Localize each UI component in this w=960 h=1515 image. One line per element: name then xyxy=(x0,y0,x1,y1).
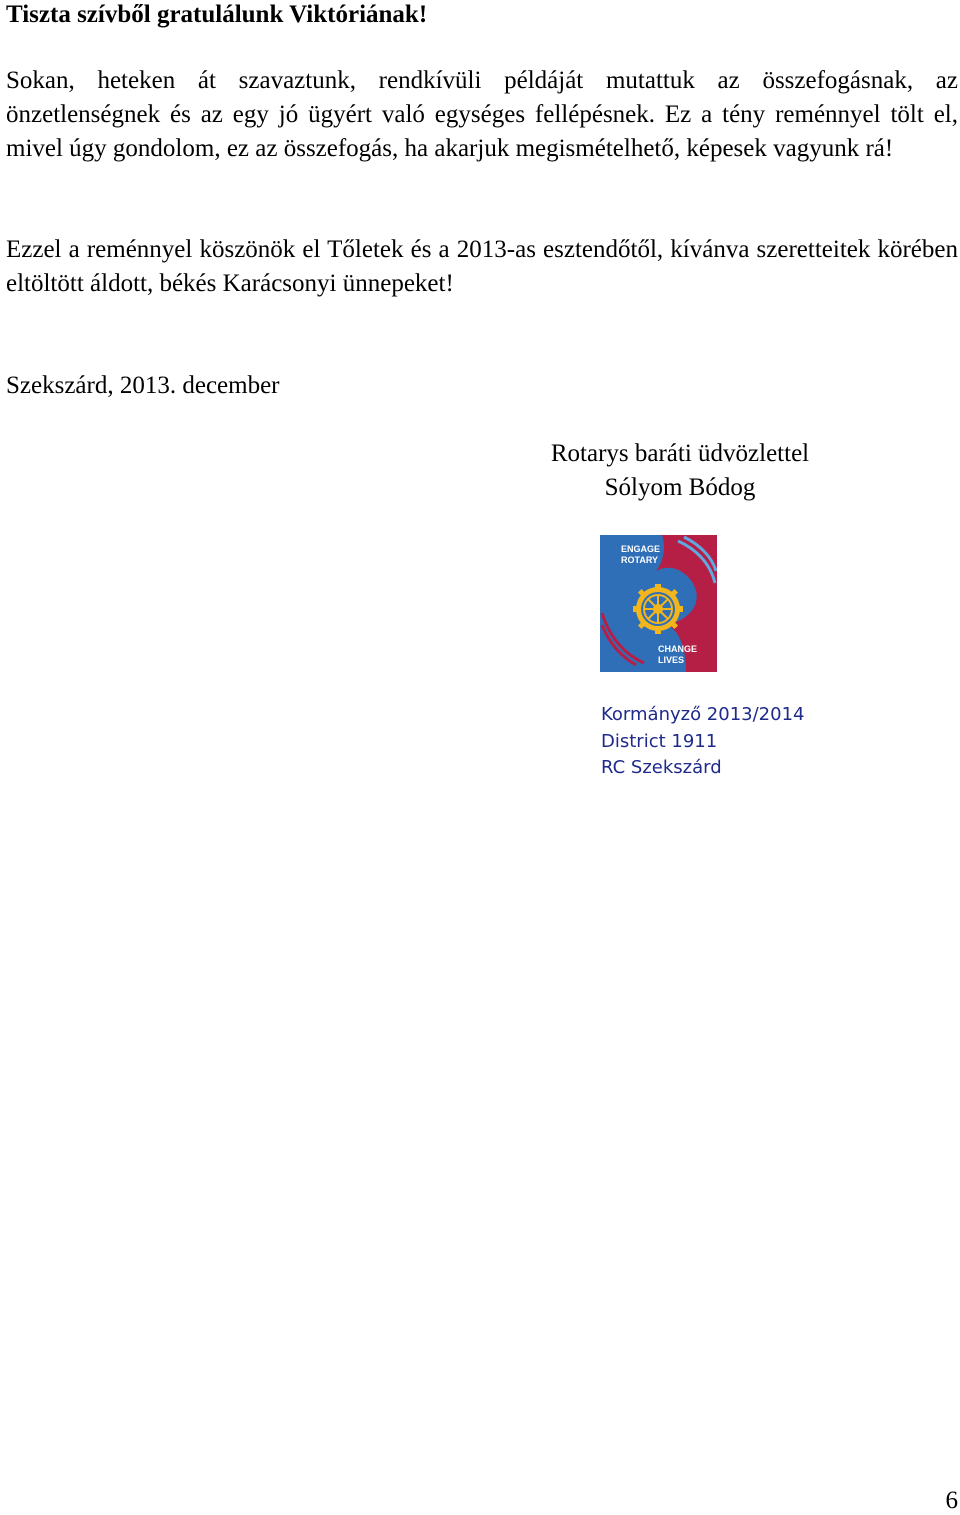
governor-title-block xyxy=(601,702,805,782)
logo-text-lives: LIVES xyxy=(658,655,685,665)
logo-text-change: CHANGE xyxy=(658,644,698,654)
signoff-greeting: Rotarys baráti üdvözlettel xyxy=(550,440,810,467)
letter-heading: Tiszta szívből gratulálunk Viktóriának! xyxy=(6,1,428,28)
district-name: District 1911 xyxy=(601,730,718,752)
logo-text-rotary: ROTARY xyxy=(621,555,658,565)
engage-rotary-logo xyxy=(600,535,717,672)
rotary-wheel-icon xyxy=(633,584,683,634)
governor-role: Kormányző 2013/2014 xyxy=(601,704,805,725)
body-paragraph-1: Sokan, heteken át szavaztunk, rendkívüli példáját mutattuk az összefogásnak, az önzetlenségnek és az egy jó ügyért való egységes fellépésnek. Ez a tény reménnyel tölt el, mivel úgy gondolom, ez az összefogás, ha akarjuk megismételhető, képesek vagyunk rá! xyxy=(6,67,958,162)
club-name: RC Szekszárd xyxy=(601,757,722,778)
page-number: 6 xyxy=(945,1487,958,1514)
signoff-name: Sólyom Bódog xyxy=(604,474,756,501)
logo-text-engage: ENGAGE xyxy=(621,544,661,554)
rotary-logo-graphic xyxy=(600,535,717,672)
body-paragraph-2: Ezzel a reménnyel köszönök el Tőletek és a 2013-as esztendőtől, kívánva szeretteitek körében eltöltött áldott, békés Karácsonyi ünnepeket! xyxy=(6,236,958,297)
place-date: Szekszárd, 2013. december xyxy=(6,372,280,399)
signoff-block xyxy=(470,437,890,505)
